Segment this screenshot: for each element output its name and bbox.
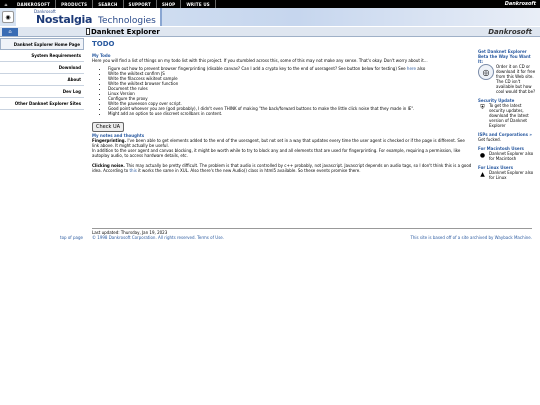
get-it-text: Order it on CD or download it for free from this Web site. The CD isn't available but how cool would that be? (496, 64, 536, 94)
here-link[interactable]: here (406, 66, 416, 71)
top-of-page-link[interactable]: top of page (60, 235, 83, 240)
banner-wordmark (16, 8, 162, 26)
nav-search[interactable]: SEARCH (93, 0, 123, 8)
todo-item: • Write the paveeson copy over script. (108, 101, 472, 106)
brand-logo[interactable]: Dankrosoft (504, 1, 536, 7)
home-icon[interactable]: ⌂ (4, 1, 8, 7)
sidebar-item-dev-log[interactable]: Dev Log (0, 86, 84, 98)
banner (0, 8, 540, 26)
sidebar-item-other-sites[interactable]: Other Danknet Explorer Sites (0, 98, 84, 110)
penguin-icon: ▲ (480, 171, 485, 178)
todo-intro: Here you will find a list of things on my todo list with this project. If you stumbled across this, some of this may not make any sense. That's okay. Don't worry about it... (92, 58, 428, 63)
right-rail (478, 49, 536, 184)
check-ua-button[interactable]: Check UA (92, 122, 124, 132)
todo-item: • Document the rules (108, 86, 472, 91)
home-button[interactable]: ⌂ (2, 28, 18, 36)
last-updated: Last updated: Thursday, Jan 19, 2023 (92, 230, 168, 235)
clicking-note: Clicking noise. This may actually be pretty difficult. The problem is that audio is controlled by c++ probably, not javascript. Javascript depends on audio tags, so I don't think this is a good idea. According to this it works the same in XUL. Also there's the new Audio() class in html5 available. So these events promise there. (92, 163, 472, 173)
todo-title: My Todo (92, 53, 111, 58)
nav-shop[interactable]: SHOP (157, 0, 181, 8)
footer-divider (92, 228, 532, 229)
copyright-link[interactable]: © 1998 Dankrosoft Corporation. All rights reserved. Terms of Use. (92, 235, 225, 240)
apple-icon: ● (479, 152, 486, 159)
isps-link[interactable]: ISPs and Corporations (478, 132, 529, 137)
archive-link[interactable]: This site is based off of a site archived by Wayback Machine. (410, 235, 532, 240)
linux-block (478, 165, 536, 180)
nav-dankrosoft[interactable]: DANKROSOFT (12, 0, 56, 8)
get-it-link[interactable]: Get Danknet Explorer Beta the Way You Want It: (478, 49, 531, 64)
isps-text: Get fucked. (478, 137, 501, 142)
banner-title: Nostalgia (36, 13, 93, 26)
todo-item: • Write the filaccess wikitext sample (108, 76, 472, 81)
page-icon (86, 28, 90, 35)
banner-small-text: Dankrosoft (34, 9, 56, 14)
title-brand: Dankrosoft (488, 28, 532, 36)
security-link[interactable]: Security Update (478, 98, 515, 103)
nav-products[interactable]: PRODUCTS (56, 0, 93, 8)
main-content (92, 40, 472, 173)
todo-item: • Configure the proxy (108, 96, 472, 101)
todo-item: • Linux Version (108, 91, 472, 96)
fingerprinting-note: Fingerprinting. I've been able to get elements added to the end of the useragent, but not set in a way that updates every time the user agent is checked or if the page is different. See link above. It might actually be useful. (92, 138, 465, 148)
sidebar-item-requirements[interactable]: System Requirements (0, 50, 84, 62)
this-link[interactable]: this (129, 168, 137, 173)
sidebar-item-home[interactable]: Danknet Explorer Home Page (0, 38, 84, 50)
todo-item: • Figure out how to prevent browser fingerprinting (disable canvas? Can I add a crypto key to the end of useragent? See button below for testing) See here also (108, 66, 472, 71)
sidebar (0, 38, 84, 110)
linux-link[interactable]: For Linux Users (478, 165, 513, 170)
fingerprinting-note-2: In addition to the user agent and canvas blocking, it might be worth while to try to block any and all elements that are used for fingerprinting. For example, requiring a permission, like autoplay audio, to access hardware details, etc. (92, 148, 461, 158)
mac-link[interactable]: For Macintosh Users (478, 146, 524, 151)
security-block (478, 98, 536, 128)
notes-title: My notes and thoughts (92, 133, 145, 138)
mac-block (478, 146, 536, 161)
isps-block (478, 132, 536, 142)
todo-item: • Write the wikitext confirm JS (108, 71, 472, 76)
page-title: Danknet Explorer (91, 28, 160, 36)
nav-write-us[interactable]: WRITE US (181, 0, 216, 8)
section-heading: TODO (92, 40, 115, 48)
linux-text: Danknet Explorer also for Linux (489, 170, 534, 180)
title-bar (0, 27, 540, 37)
banner-subtitle: Technologies (98, 16, 156, 26)
shield-icon: ⛨ (480, 104, 485, 111)
security-text: To get the latest security updates, download the latest version of Danknet Explorer (489, 103, 529, 128)
mac-text: Danknet Explorer also for Macintosh (489, 151, 534, 161)
sidebar-item-about[interactable]: About (0, 74, 84, 86)
app-logo-icon: ◉ (2, 11, 14, 23)
cd-icon: ◎ (478, 64, 494, 80)
nav-support[interactable]: SUPPORT (124, 0, 157, 8)
get-it-block (478, 49, 536, 94)
todo-item: • Might add an option to use discreet scrollbars in content. (108, 111, 472, 116)
todo-item: • Good point whoever you are (god probably), I didn't even THINK of making "the back/forward buttons to make the little click noise that they made in IE". (108, 106, 472, 111)
todo-list (108, 66, 472, 116)
todo-item: • Write the wikitext browser function (108, 81, 472, 86)
top-nav (0, 0, 540, 8)
sidebar-item-download[interactable]: Download (0, 62, 84, 74)
arrow-icon: » (529, 132, 533, 137)
